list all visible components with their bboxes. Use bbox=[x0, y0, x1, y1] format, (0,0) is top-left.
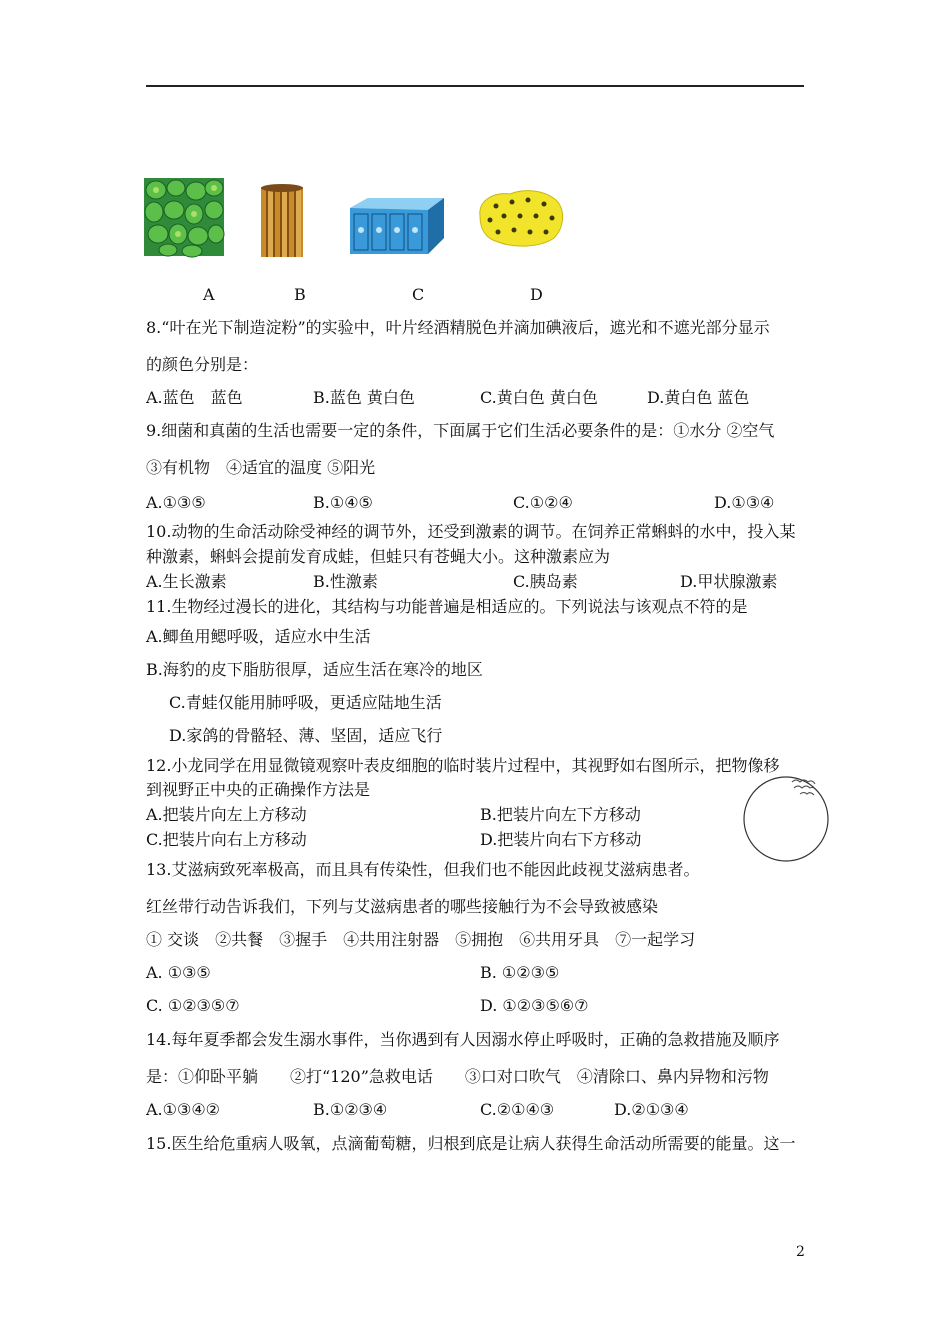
question-8-stem: 的颜色分别是： bbox=[146, 355, 259, 374]
question-14-option-d: D.②①③④ bbox=[614, 1100, 689, 1119]
figure-c-epithelial-cells bbox=[348, 196, 446, 256]
figure-a-green-cells bbox=[142, 176, 226, 258]
question-10-option-b: B.性激素 bbox=[313, 572, 378, 591]
question-12-option-b: B.把装片向左下方移动 bbox=[480, 805, 641, 824]
question-9-option-a: A.①③⑤ bbox=[146, 493, 206, 512]
question-14-stem: 是：①仰卧平躺 ②打“120”急救电话 ③口对口吹气 ④清除口、鼻内异物和污物 bbox=[146, 1067, 769, 1086]
question-9-option-c: C.①②④ bbox=[513, 493, 573, 512]
question-13-option-b: B. ①②③⑤ bbox=[480, 963, 560, 982]
question-10-option-a: A.生长激素 bbox=[146, 572, 227, 591]
question-13-stem: ① 交谈 ②共餐 ③握手 ④共用注射器 ⑤拥抱 ⑥共用牙具 ⑦一起学习 bbox=[146, 930, 696, 949]
question-8-option-a: A.蓝色 蓝色 bbox=[146, 388, 243, 407]
question-13-stem: 13.艾滋病致死率极高，而且具有传染性，但我们也不能因此歧视艾滋病患者。 bbox=[146, 860, 700, 879]
question-11-option-c: C.青蛙仅能用肺呼吸，更适应陆地生活 bbox=[169, 693, 442, 712]
figure-label-b: B bbox=[294, 285, 306, 304]
question-11-option-a: A.鲫鱼用鳃呼吸，适应水中生活 bbox=[146, 627, 371, 646]
question-9-option-d: D.①③④ bbox=[714, 493, 775, 512]
question-12-option-d: D.把装片向右下方移动 bbox=[480, 830, 642, 849]
figure-d-yellow-cells bbox=[474, 186, 566, 250]
figure-label-a: A bbox=[203, 285, 215, 304]
question-9-stem: 9.细菌和真菌的生活也需要一定的条件，下面属于它们生活必要条件的是：①水分 ②空气 bbox=[146, 421, 775, 440]
page-number: 2 bbox=[796, 1244, 805, 1260]
question-14-option-b: B.①②③④ bbox=[313, 1100, 388, 1119]
question-10-stem: 种激素，蝌蚪会提前发育成蛙，但蛙只有苍蝇大小。这种激素应为 bbox=[146, 547, 611, 566]
question-9-option-b: B.①④⑤ bbox=[313, 493, 373, 512]
question-11-stem: 11.生物经过漫长的进化，其结构与功能普遍是相适应的。下列说法与该观点不符的是 bbox=[146, 597, 748, 616]
question-8-stem: 8.“叶在光下制造淀粉”的实验中，叶片经酒精脱色并滴加碘液后，遮光和不遮光部分显示 bbox=[146, 318, 770, 337]
question-12-stem: 到视野正中央的正确操作方法是 bbox=[146, 780, 371, 799]
question-14-option-c: C.②①④③ bbox=[480, 1100, 555, 1119]
question-9-stem: ③有机物 ④适宜的温度 ⑤阳光 bbox=[146, 458, 376, 477]
figure-label-d: D bbox=[530, 285, 543, 304]
question-14-stem: 14.每年夏季都会发生溺水事件，当你遇到有人因溺水停止呼吸时，正确的急救措施及顺序 bbox=[146, 1030, 780, 1049]
question-11-option-b: B.海豹的皮下脂肪很厚，适应生活在寒冷的地区 bbox=[146, 660, 483, 679]
question-15-stem: 15.医生给危重病人吸氧，点滴葡萄糖，归根到底是让病人获得生命活动所需要的能量。这一 bbox=[146, 1134, 796, 1153]
question-10-stem: 10.动物的生命活动除受神经的调节外，还受到激素的调节。在饲养正常蝌蚪的水中，投入某 bbox=[146, 522, 796, 541]
question-11-option-d: D.家鸽的骨骼轻、薄、坚固，适应飞行 bbox=[169, 726, 443, 745]
question-8-option-b: B.蓝色 黄白色 bbox=[313, 388, 415, 407]
question-12-option-c: C.把装片向右上方移动 bbox=[146, 830, 307, 849]
microscope-field-of-view bbox=[740, 774, 832, 862]
question-14-option-a: A.①③④② bbox=[146, 1100, 221, 1119]
figure-label-c: C bbox=[412, 285, 425, 304]
question-10-option-c: C.胰岛素 bbox=[513, 572, 578, 591]
question-8-option-d: D.黄白色 蓝色 bbox=[647, 388, 750, 407]
question-13-option-d: D. ①②③⑤⑥⑦ bbox=[480, 996, 589, 1015]
question-13-stem: 红丝带行动告诉我们，下列与艾滋病患者的哪些接触行为不会导致被感染 bbox=[146, 897, 659, 916]
question-12-stem: 12.小龙同学在用显微镜观察叶表皮细胞的临时装片过程中，其视野如右图所示，把物像移 bbox=[146, 756, 780, 775]
question-13-option-c: C. ①②③⑤⑦ bbox=[146, 996, 240, 1015]
figure-b-muscle-fibers bbox=[259, 183, 305, 259]
question-13-option-a: A. ①③⑤ bbox=[146, 963, 211, 982]
question-8-option-c: C.黄白色 黄白色 bbox=[480, 388, 598, 407]
question-12-option-a: A.把装片向左上方移动 bbox=[146, 805, 307, 824]
header-rule bbox=[146, 85, 804, 87]
question-10-option-d: D.甲状腺激素 bbox=[680, 572, 778, 591]
